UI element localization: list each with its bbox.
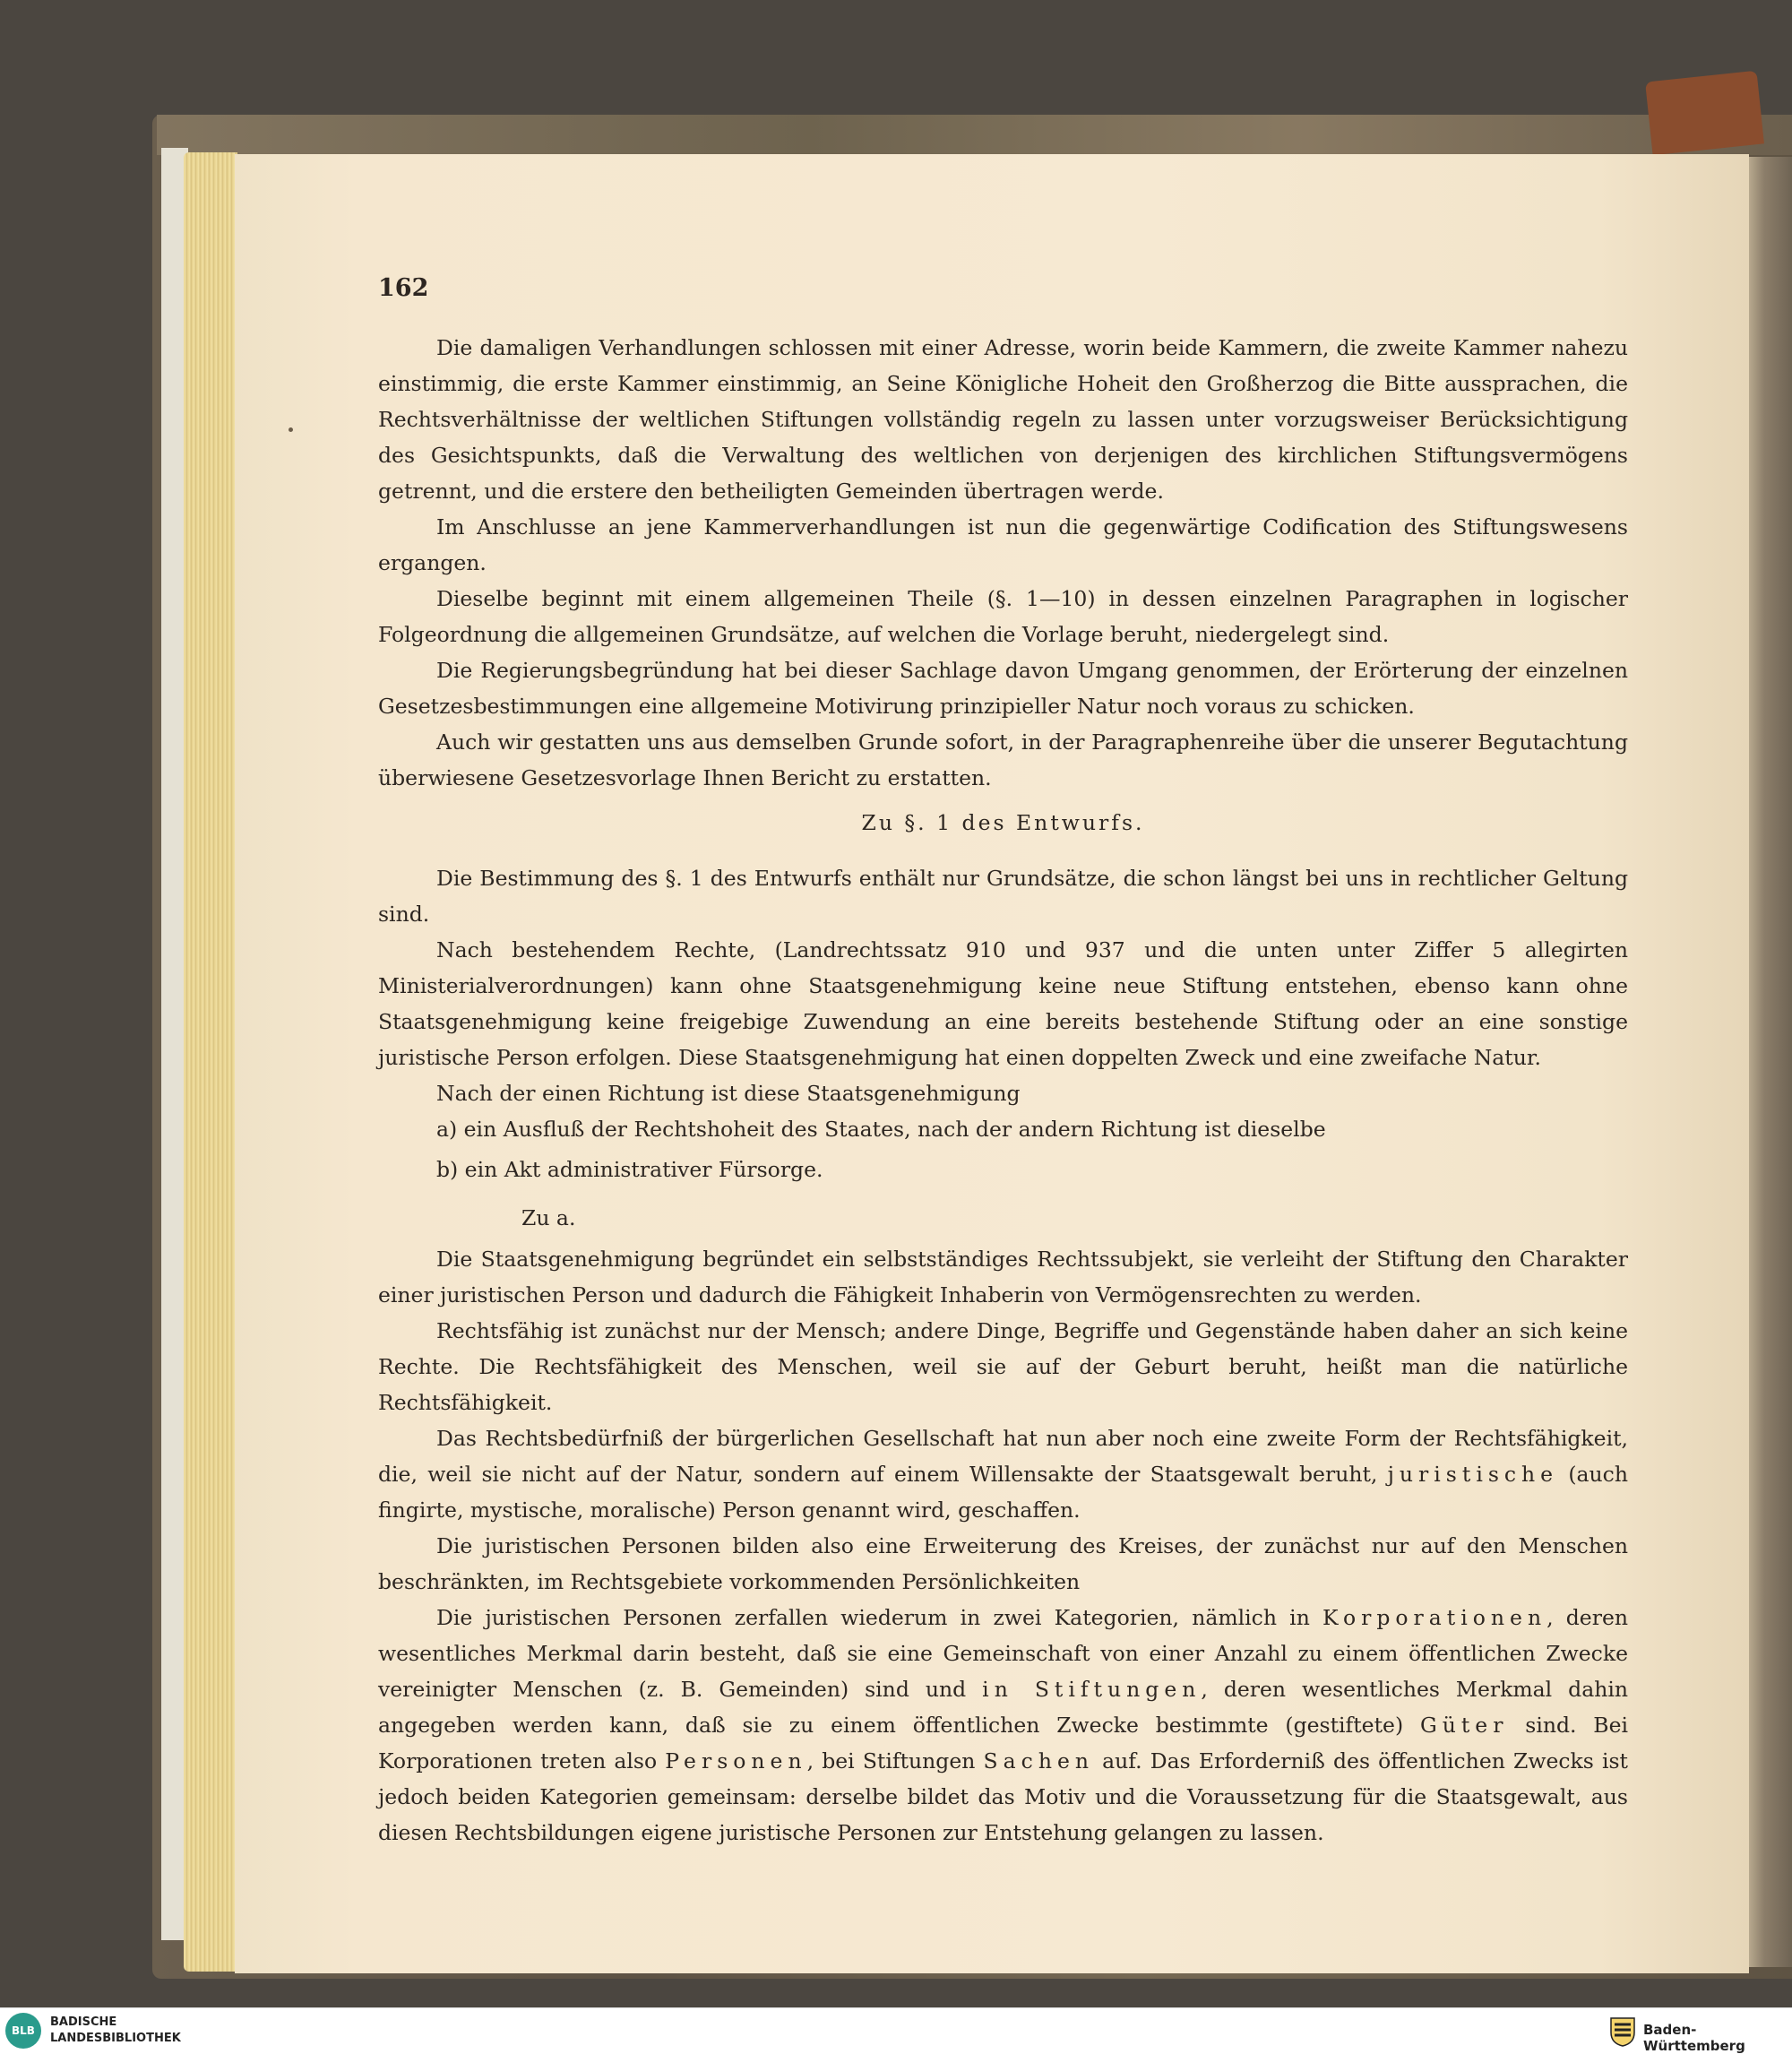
emphasized-term: Korporationen (1322, 1605, 1547, 1630)
page-number: 162 (378, 274, 429, 302)
text-run: Die juristischen Personen zerfallen wiederum in zwei Kategorien, nämlich in (436, 1605, 1323, 1630)
paragraph: Rechtsfähig ist zunächst nur der Mensch; andere Dinge, Begriffe und Gegenstände haben daher an sich keine Rechte. Die Rechtsfähigkeit des Menschen, weil sie auf der Geburt beruht, heißt man die natürliche Rechtsfähigkeit. (378, 1318, 1628, 1415)
list-item: a) ein Ausfluß der Rechtshoheit des Staates, nach der andern Richtung ist dieselbe (436, 1117, 1326, 1142)
paragraph: Die Staatsgenehmigung begründet ein selbstständiges Rechtssubjekt, sie verleiht der Stiftung den Charakter einer juristischen Person und dadurch die Fähigkeit Inhaberin von Vermögensrechten zu werden. (378, 1247, 1628, 1307)
library-name-line2: LANDESBIBLIOTHEK (50, 2032, 181, 2045)
library-name-line1: BADISCHE (50, 2015, 117, 2029)
paragraph: Nach der einen Richtung ist diese Staatsgenehmigung (436, 1081, 1021, 1106)
viewer-footer (0, 2007, 1792, 2054)
emphasized-term: in Stiftungen (982, 1677, 1202, 1702)
text-run: , deren wesentliches Merkmal dahin angegeben werden kann, daß sie zu einem öffentlichen Zwecke bestimmte (gestiftete) (378, 1677, 1628, 1738)
blb-logo[interactable]: BLB (5, 2013, 41, 2049)
right-page-stack (1745, 157, 1792, 1967)
paragraph: Die Bestimmung des §. 1 des Entwurfs enthält nur Grundsätze, die schon längst bei uns in rechtlicher Geltung sind. (378, 866, 1628, 927)
list-item: b) ein Akt administrativer Fürsorge. (436, 1157, 823, 1182)
paragraph: Dieselbe beginnt mit einem allgemeinen Theile (§. 1—10) in dessen einzelnen Paragraphen in logischer Folgeordnung die allgemeinen Grundsätze, auf welchen die Vorlage beruht, niedergelegt sind. (378, 586, 1628, 647)
emphasized-term: juristische (1387, 1462, 1559, 1487)
page-text (378, 271, 1628, 1851)
paragraph: Im Anschlusse an jene Kammerverhandlungen ist nun die gegenwärtige Codification des Stiftungswesens ergangen. (378, 514, 1628, 575)
paragraph (378, 1600, 1628, 1851)
leather-strap (1645, 71, 1764, 156)
text-run: , deren wesentliches Merkmal darin besteht, daß sie eine Gemeinschaft von einer Anzahl zu einem öffentlichen Zwecke vereinigter Menschen (z. B. Gemeinden) sind und (378, 1605, 1628, 1702)
paragraph: Nach bestehendem Rechte, (Landrechtssatz 910 und 937 und die unten unter Ziffer 5 allegirten Ministerialverordnungen) kann ohne Staatsgenehmigung keine neue Stiftung entstehen, ebenso kann ohne Staatsgenehmigung keine freigebige Zuwendung an eine bereits bestehende Stiftung oder an eine sonstige juristische Person erfolgen. Diese Staatsgenehmigung hat einen doppelten Zweck und eine zweifache Natur. (378, 937, 1628, 1070)
emphasized-term: Güter (1419, 1713, 1509, 1738)
book-page (235, 154, 1749, 1973)
subsection-heading: Zu a. (521, 1205, 576, 1230)
paragraph (378, 1420, 1628, 1528)
state-name[interactable]: Baden-Württemberg (1643, 2022, 1745, 2054)
emphasized-term: Personen (665, 1748, 807, 1774)
paragraph: Die Regierungsbegründung hat bei dieser Sachlage davon Umgang genommen, der Erörterung der einzelnen Gesetzesbestimmungen eine allgemeine Motivirung prinzipieller Natur noch voraus zu schicken. (378, 658, 1628, 719)
text-run: , bei Stiftungen (806, 1748, 984, 1774)
page-speck (289, 427, 293, 432)
book-cover-top-edge (157, 115, 1792, 155)
text-run: auf. Das Erforderniß des öffentlichen Zwecks ist jedoch beiden Kategorien gemeinsam: derselbe bildet das Motiv und die Voraussetzung für die Staatsgewalt, aus diesen Rechtsbildungen eigene juristische Personen zur Entstehung gelangen zu lassen. (378, 1748, 1628, 1845)
section-heading: Zu §. 1 des Entwurfs. (861, 810, 1145, 835)
text-run: sind. Bei Korporationen treten also (378, 1713, 1628, 1774)
gilt-page-edges (184, 152, 237, 1972)
paragraph: Auch wir gestatten uns aus demselben Grunde sofort, in der Paragraphenreihe über die unserer Begutachtung überwiesene Gesetzesvorlage Ihnen Bericht zu erstatten. (378, 729, 1628, 790)
paragraph: Die damaligen Verhandlungen schlossen mit einer Adresse, worin beide Kammern, die zweite Kammer nahezu einstimmig, die erste Kammer einstimmig, an Seine Königliche Hoheit den Großherzog die Bitte aussprachen, die Rechtsverhältnisse der weltlichen Stiftungen vollständig regeln zu lassen unter vorzugsweiser Berücksichtigung des Gesichtspunkts, daß die Verwaltung des weltlichen von derjenigen des kirchlichen Stiftungsvermögens getrennt, und die erstere den betheiligten Gemeinden übertragen werde. (378, 335, 1628, 504)
library-name[interactable] (50, 2015, 181, 2047)
text-run: (auch fingirte, mystische, moralische) Person genannt wird, geschaffen. (378, 1462, 1628, 1523)
paragraph: Die juristischen Personen bilden also eine Erweiterung des Kreises, der zunächst nur auf den Menschen beschränkten, im Rechtsgebiete vorkommenden Persönlichkeiten (378, 1533, 1628, 1594)
text-run: Das Rechtsbedürfniß der bürgerlichen Gesellschaft hat nun aber noch eine zweite Form der Rechtsfähigkeit, die, weil sie nicht auf der Natur, sondern auf einem Willensakte der Staatsgewalt beruht, (378, 1426, 1628, 1487)
emphasized-term: Sachen (983, 1748, 1094, 1774)
coat-of-arms-icon[interactable] (1609, 2016, 1636, 2047)
